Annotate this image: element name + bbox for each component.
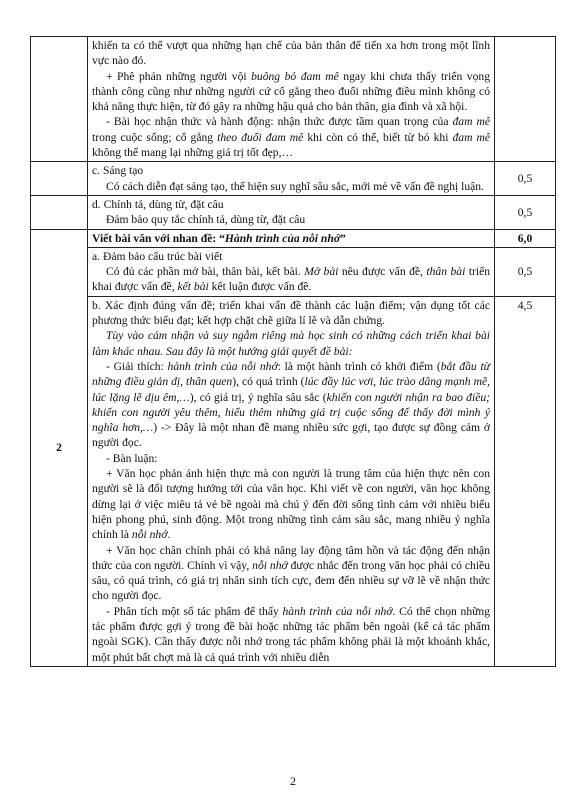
question-number-cell <box>31 162 88 196</box>
content-cell <box>88 247 495 296</box>
score-cell: 6,0 <box>495 229 556 247</box>
table-row <box>31 162 556 196</box>
text-paragraph: + Văn học chân chính phải có khả năng lay động tâm hồn và tác động đến nhận thức của con người. Chính vì vậy, nỗi nhớ được nhắc đến trong văn học phải có chiều sâu, có quá trình, có giá trị nhân sinh tích cực, đem đến nhiều sự vỡ lẽ về nhận thức cho người đọc. <box>92 543 490 603</box>
score-cell <box>495 37 556 162</box>
text-paragraph: - Bài học nhận thức và hành động: nhận thức được tầm quan trọng của đam mê trong cuộc sống; cố gắng theo đuổi đam mê khi còn có thể, biết từ bỏ khi đam mê không thể mang lại những giá trị tốt đẹp,… <box>92 115 491 160</box>
text-paragraph: + Văn học phản ánh hiện thực mà con người là trung tâm của hiện thực nên con người sẽ là đối tượng hướng tới của văn học. Khi viết về con người, văn học không dừng lại ở việc miêu tả vẻ bề ngoài mà chú ý đến đời sống tình cảm với nhiều biểu hiện phong phú, sinh động. Một trong những tình cảm sâu sắc, mang nhiều ý nghĩa chính là nỗi nhớ. <box>92 467 490 542</box>
criterion-body: Có cách diễn đạt sáng tạo, thể hiện suy nghĩ sâu sắc, mới mẻ về vấn đề nghị luận. <box>106 179 485 193</box>
table-row <box>31 247 556 296</box>
criterion-body: Có đủ các phần mở bài, thân bài, kết bài. Mở bài nêu được vấn đề, thân bài triển khai được vấn đề, kết bài kết luận được vấn đề. <box>92 265 491 294</box>
page-number: 2 <box>290 774 296 788</box>
criterion-title: d. Chính tả, dùng từ, đặt câu <box>92 197 224 211</box>
criterion-title: c. Sáng tạo <box>92 164 144 178</box>
content-cell <box>88 296 495 666</box>
text-paragraph: + Phê phán những người vội buông bỏ đam mê ngay khi chưa thấy triển vọng thành công cũng như những người cứ cố gắng theo đuổi những điều mình không có khả năng thực hiện, từ đó gây ra những hậu quả cho bản thân, gia đình và xã hội. <box>92 69 490 114</box>
score-cell: 4,5 <box>495 296 556 666</box>
text-paragraph: - Giải thích: hành trình của nỗi nhớ: là một hành trình có khởi điểm (bắt đầu từ những điều giản dị, thân quen), có quá trình (lúc đầy lúc vơi, lúc trào dâng mạnh mẽ, lúc lặng lẽ dịu êm,…), có giá trị, ý nghĩa sâu sắc (khiến con người nhận ra bao điều; khiến con người yêu thêm, hiểu thêm những giá trị cuộc sống để thấy đời mình ý nghĩa hơn,…) -> Đây là một nhan đề mang nhiều sức gợi, tạo được sự đồng cảm ở người đọc. <box>92 359 491 450</box>
score-cell: 0,5 <box>495 162 556 196</box>
question-heading: Viết bài văn với nhan đề: “Hành trình của nỗi nhớ” <box>88 229 495 247</box>
criterion-body: Đảm bảo quy tắc chính tả, dùng từ, đặt câu <box>106 213 306 227</box>
text-paragraph: Tùy vào cảm nhận và suy ngẫm riêng mà học sinh có những cách triển khai bài làm khác nhau. Sau đây là một hướng giải quyết đề bài: <box>92 329 490 358</box>
question-number-cell: 2 <box>31 229 88 666</box>
table-row <box>31 296 556 666</box>
text-line: khiến ta có thể vượt qua những hạn chế của bản thân để tiến xa hơn trong một lĩnh vực nào đó. <box>92 39 490 68</box>
criterion-title: b. Xác định đúng vấn đề; triển khai vấn đề thành các luận điểm; vận dụng tốt các phương thức biểu đạt; kết hợp chặt chẽ giữa lí lẽ và dẫn chứng. <box>92 298 490 328</box>
text-paragraph: - Bàn luận: <box>106 451 158 465</box>
content-cell <box>88 37 495 162</box>
question-number-cell <box>31 37 88 162</box>
content-cell <box>88 162 495 196</box>
text-paragraph: - Phân tích một số tác phẩm để thấy hành trình của nỗi nhớ. Có thể chọn những tác phẩm được gợi ý trong đề bài hoặc những tác phẩm bên ngoài (kể cả tác phẩm ngoài SGK). Cần thấy được nỗi nhớ trong tác phẩm không phải là một khoảnh khắc, một phút bất chợt mà là cả quá trình với nhiều diễn <box>92 604 490 664</box>
content-cell <box>88 195 495 229</box>
table-row <box>31 229 556 247</box>
criterion-title: a. Đảm bảo cấu trúc bài viết <box>92 249 223 263</box>
grading-table <box>30 36 556 667</box>
table-row <box>31 37 556 162</box>
question-number-cell <box>31 195 88 229</box>
score-cell: 0,5 <box>495 195 556 229</box>
table-row <box>31 195 556 229</box>
score-cell: 0,5 <box>495 247 556 296</box>
